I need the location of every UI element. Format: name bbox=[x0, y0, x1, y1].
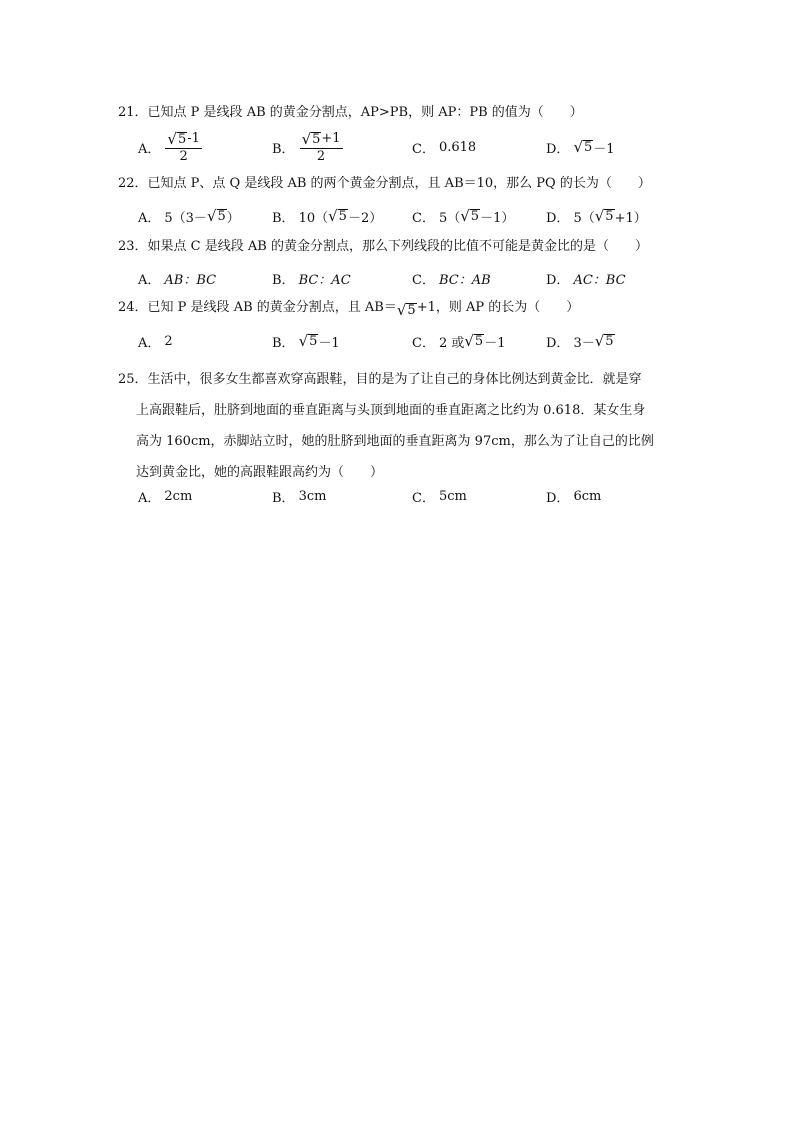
question-text-end: +1，则 AP 的长为（ ） bbox=[416, 300, 580, 315]
option-label: A． bbox=[138, 490, 161, 506]
question-number: 21． bbox=[118, 105, 148, 120]
sqrt-symbol: √ 5 bbox=[301, 129, 321, 148]
option-d: D． 5（ √ 5 +1） bbox=[546, 207, 647, 226]
option-c bbox=[412, 265, 491, 291]
option-label: D． bbox=[546, 490, 570, 506]
question-number: 25． bbox=[118, 372, 148, 387]
question-text: 已知 P 是线段 AB 的黄金分割点，且 AB＝ bbox=[147, 300, 397, 315]
option-value: 3cm bbox=[298, 488, 327, 504]
question-line: 上高跟鞋后，肚脐到地面的垂直距离与头顶到地面的垂直距离之比约为 0.618．某女生身 bbox=[136, 403, 646, 418]
question-24-options bbox=[138, 328, 698, 354]
option-label: C． bbox=[412, 272, 435, 288]
option-b: B． 10（ √ 5 －2） bbox=[272, 207, 383, 226]
option-c bbox=[412, 134, 476, 160]
option-value: AB：BC bbox=[164, 272, 217, 288]
option-value: 5cm bbox=[438, 488, 467, 504]
question-line: 25．生活中，很多女生都喜欢穿高跟鞋，目的是为了让自己的身体比例达到黄金比．就是穿 bbox=[118, 372, 642, 387]
question-23 bbox=[118, 237, 688, 257]
option-label: B． bbox=[272, 141, 295, 157]
option-label: C． bbox=[412, 141, 435, 157]
fraction: √ 5 -1 2 bbox=[167, 129, 200, 164]
option-value: AC：BC bbox=[573, 272, 626, 288]
question-25 bbox=[118, 364, 678, 488]
option-value: 2cm bbox=[164, 488, 193, 504]
option-a bbox=[138, 328, 173, 354]
sqrt-symbol: √ 5 bbox=[573, 138, 593, 156]
question-number: 24． bbox=[118, 300, 148, 315]
question-21-options bbox=[138, 129, 698, 164]
option-label: D． bbox=[546, 141, 570, 157]
option-label: C． bbox=[412, 490, 435, 506]
question-23-options bbox=[138, 265, 698, 291]
option-label: D． bbox=[546, 335, 570, 351]
option-b bbox=[272, 129, 344, 164]
sqrt-symbol: √ 5 bbox=[298, 332, 318, 350]
option-d: D． 3－ √ 5 bbox=[546, 332, 614, 351]
option-d bbox=[546, 483, 601, 509]
option-b bbox=[272, 265, 351, 291]
option-label: A． bbox=[138, 210, 161, 226]
sqrt-symbol: √ 5 bbox=[594, 207, 614, 225]
fraction: √ 5 +1 2 bbox=[301, 129, 341, 164]
sqrt-symbol: √ 5 bbox=[206, 207, 226, 225]
option-value: 2 bbox=[164, 333, 173, 349]
option-value: －1 bbox=[593, 141, 615, 157]
option-b: B． √ 5 －1 bbox=[272, 332, 340, 351]
option-label: A． bbox=[138, 141, 161, 157]
question-21 bbox=[118, 103, 688, 123]
option-a bbox=[138, 265, 216, 291]
option-value: 6cm bbox=[573, 488, 602, 504]
option-label: D． bbox=[546, 272, 570, 288]
sqrt-symbol: √ 5 bbox=[396, 301, 416, 319]
question-22-options bbox=[138, 203, 698, 229]
option-a bbox=[138, 483, 192, 509]
question-text: 如果点 C 是线段 AB 的黄金分割点，那么下列线段的比值不可能是黄金比的是（ ） bbox=[147, 239, 648, 254]
option-label: A． bbox=[138, 335, 161, 351]
option-value: BC：AB bbox=[438, 272, 491, 288]
option-c: C． 5（ √ 5 －1） bbox=[412, 207, 515, 226]
question-text: 已知点 P 是线段 AB 的黄金分割点，AP>PB，则 AP：PB 的值为（ ） bbox=[147, 105, 583, 120]
option-d bbox=[546, 265, 626, 291]
sqrt-symbol: √ 5 bbox=[594, 332, 614, 350]
question-number: 22． bbox=[118, 176, 148, 191]
question-22 bbox=[118, 174, 688, 194]
option-label: B． bbox=[272, 490, 295, 506]
option-value: 0.618 bbox=[438, 139, 477, 155]
option-value: BC：AC bbox=[298, 272, 351, 288]
sqrt-symbol: √ 5 bbox=[328, 207, 347, 225]
option-d bbox=[546, 134, 615, 160]
option-c: C． 2 或 √ 5 －1 bbox=[412, 332, 506, 351]
option-b bbox=[272, 483, 326, 509]
question-line: 达到黄金比，她的高跟鞋跟高约为（ ） bbox=[136, 465, 384, 480]
option-label: B． bbox=[272, 210, 295, 226]
option-label: B． bbox=[272, 272, 295, 288]
question-line: 高为 160cm，赤脚站立时，她的肚脐到地面的垂直距离为 97cm，那么为了让自己的比例 bbox=[136, 434, 654, 449]
option-label: A． bbox=[138, 272, 161, 288]
option-label: B． bbox=[272, 335, 295, 351]
option-label: C． bbox=[412, 210, 435, 226]
option-a bbox=[138, 129, 203, 164]
option-c bbox=[412, 483, 467, 509]
question-text: 已知点 P、点 Q 是线段 AB 的两个黄金分割点，且 AB＝10，那么 PQ 的长为（ ） bbox=[147, 176, 651, 191]
sqrt-symbol: √ 5 bbox=[460, 207, 480, 225]
sqrt-symbol: √ 5 bbox=[464, 332, 484, 350]
option-a: A． 5（3－ √ 5 ） bbox=[138, 207, 240, 226]
sqrt-symbol: √ 5 bbox=[167, 129, 187, 148]
question-24 bbox=[118, 298, 688, 318]
question-number: 23． bbox=[118, 239, 148, 254]
question-25-options bbox=[138, 483, 698, 509]
option-label: C． bbox=[412, 335, 435, 351]
option-label: D． bbox=[546, 210, 570, 226]
